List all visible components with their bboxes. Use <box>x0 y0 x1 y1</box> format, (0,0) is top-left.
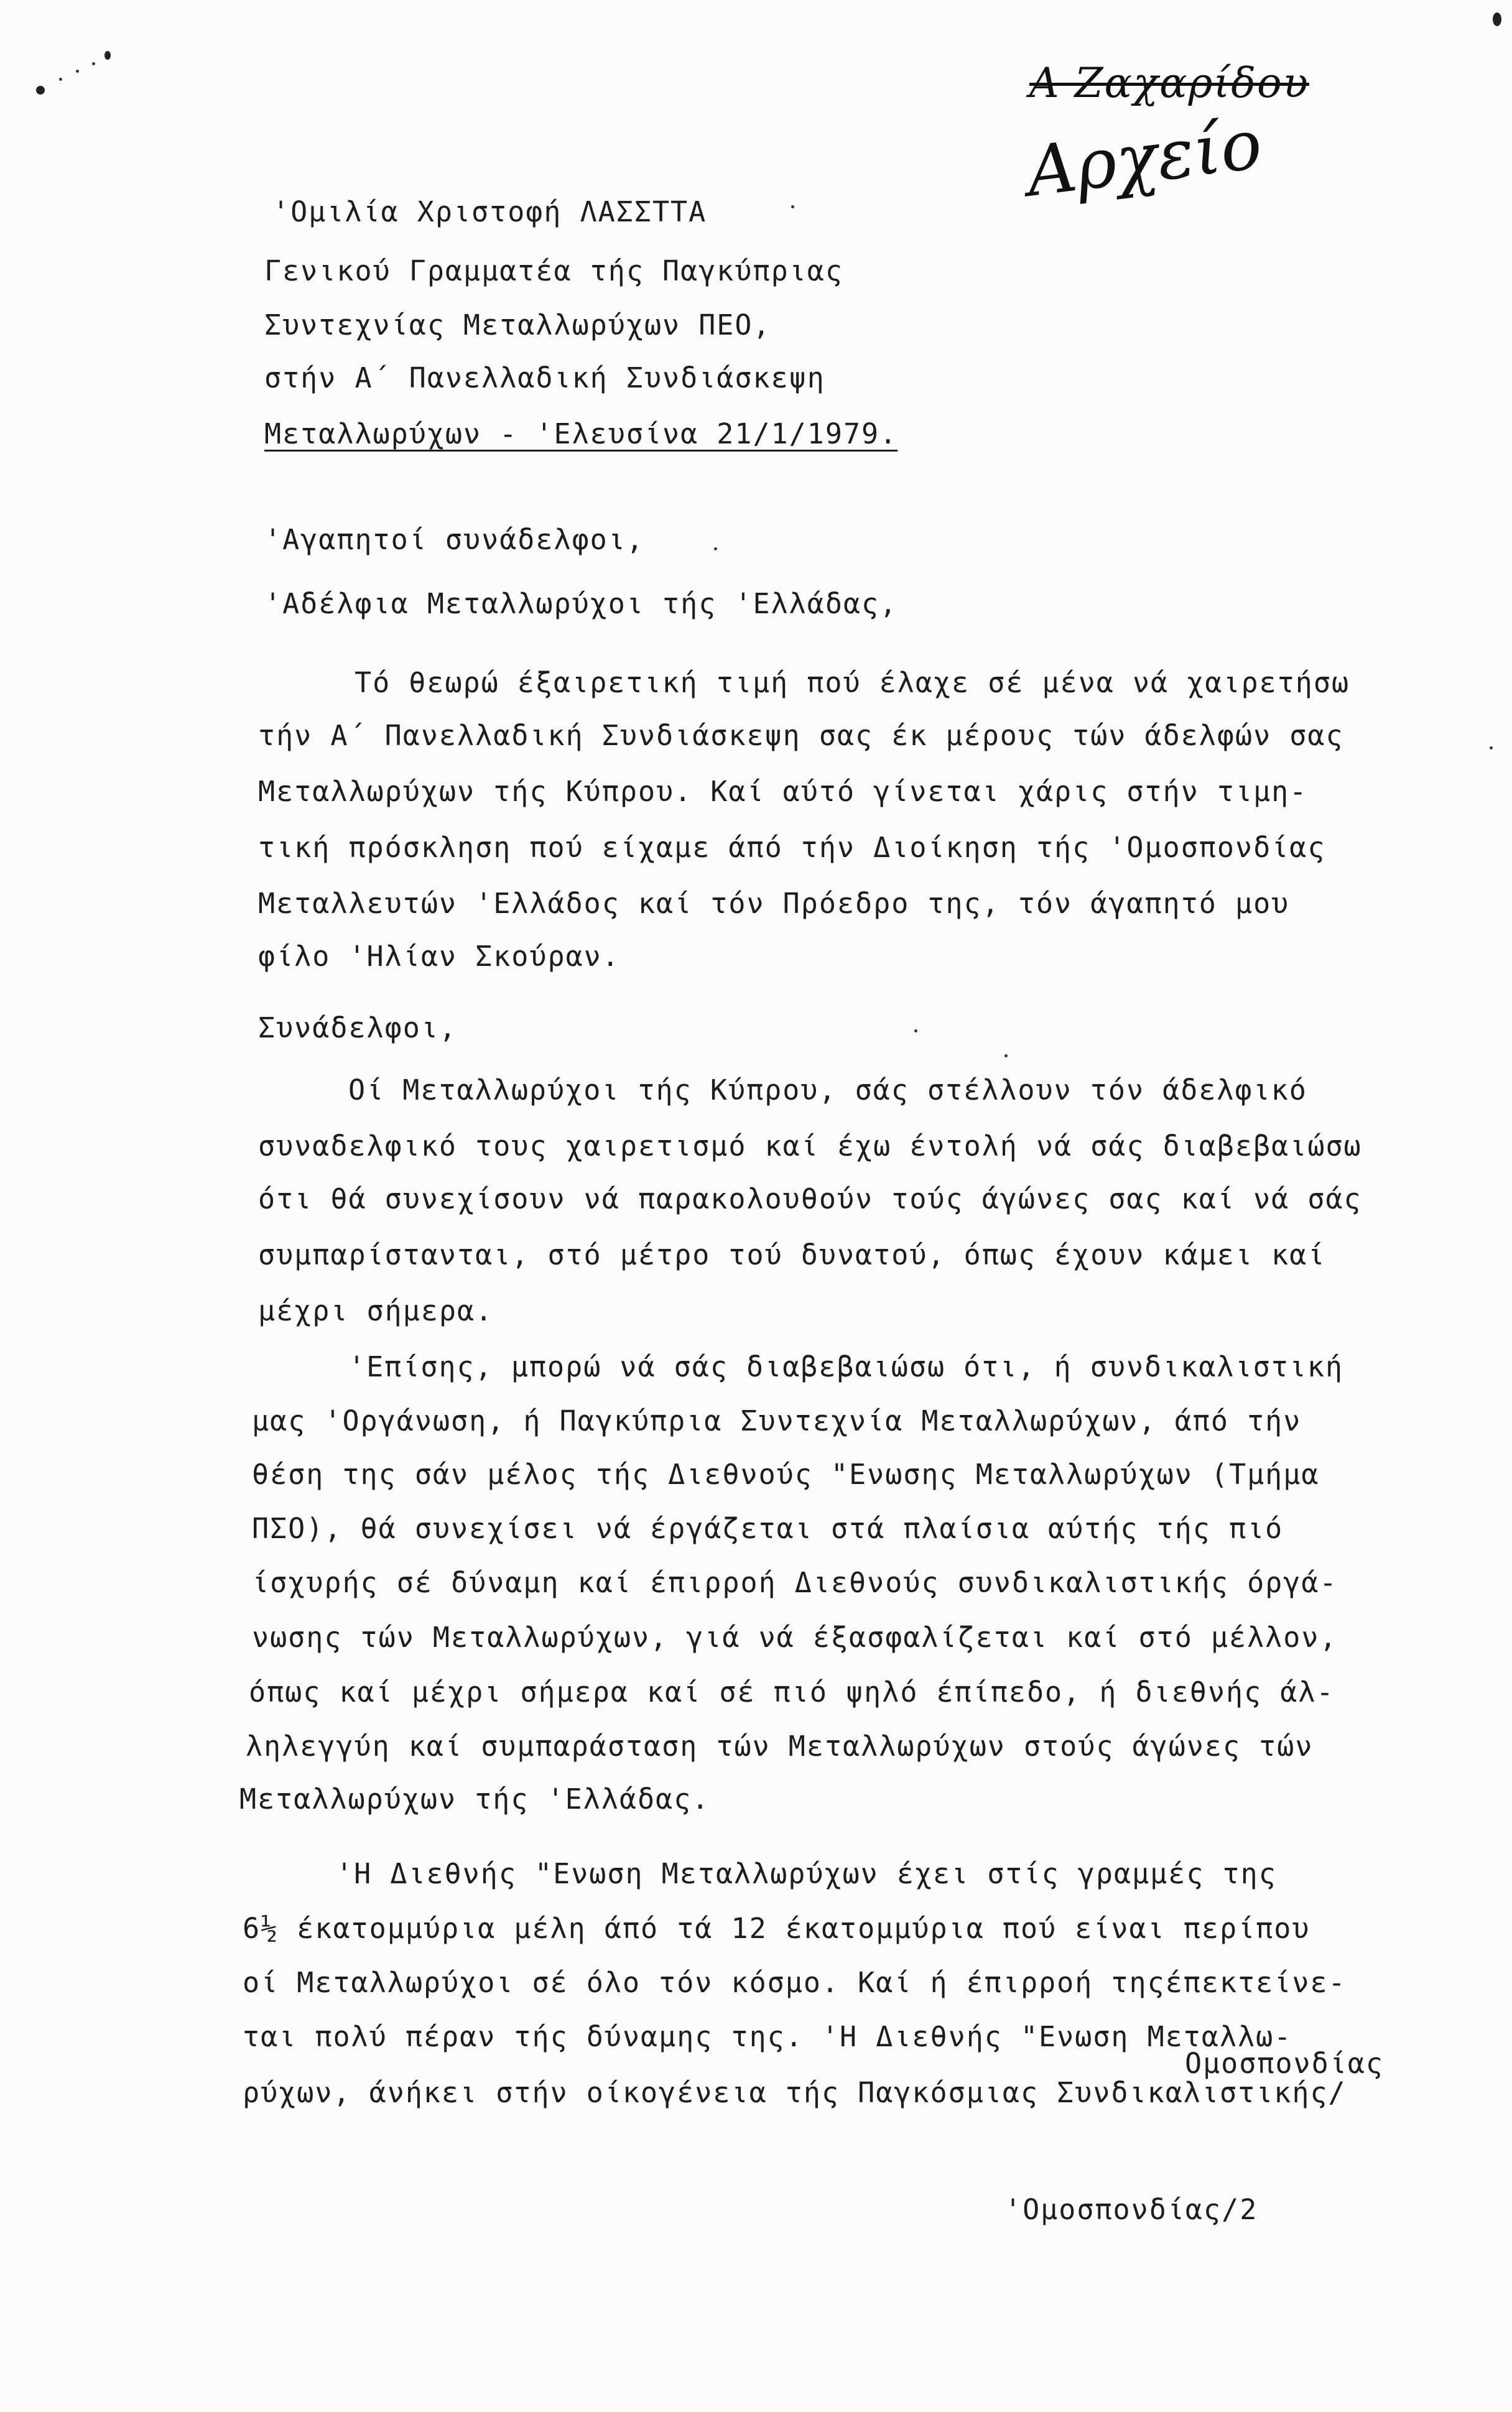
salutation-line: 'Αγαπητοί συνάδελφοι, <box>264 523 644 556</box>
body-line: ίσχυρής σέ δύναμη καί έπιρροή Διεθνούς συνδικαλιστικής όργά- <box>252 1566 1338 1599</box>
punch-mark <box>1493 12 1501 26</box>
body-line: 6½ έκατομμύρια μέλη άπό τά 12 έκατομμύρια πού είναι περίπου <box>243 1912 1310 1945</box>
heading-line: στήν Α΄ Πανελλαδική Συνδιάσκεψη <box>264 361 825 394</box>
body-line: τήν Α΄ Πανελλαδική Συνδιάσκεψη σας έκ μέρους τών άδελφών σας <box>258 719 1344 752</box>
body-line: μας 'Οργάνωση, ή Παγκύπρια Συντεχνία Μεταλλωρύχων, άπό τήν <box>252 1404 1302 1437</box>
body-line: Μεταλλωρύχων τής 'Ελλάδας. <box>239 1783 710 1816</box>
speck <box>92 62 95 65</box>
body-line: Μεταλλωρύχων τής Κύπρου. Καί αύτό γίνεται χάρις στήν τιμη- <box>258 775 1308 808</box>
speck <box>59 78 62 81</box>
handwritten-crossed-out-note: Α Ζαχαρίδου <box>1029 59 1309 107</box>
punch-mark <box>36 86 45 95</box>
body-line: ΠΣΟ), θά συνεχίσει νά έργάζεται στά πλαίσια αύτής τής πιό <box>252 1512 1284 1545</box>
speck <box>1004 1054 1008 1057</box>
body-line: ται πολύ πέραν τής δύναμης της. 'Η Διεθνής "Ενωση Μεταλλω- <box>243 2020 1292 2053</box>
body-line: συμπαρίστανται, στό μέτρο τού δυνατού, όπως έχουν κάμει καί <box>258 1238 1326 1271</box>
body-line: ρύχων, άνήκει στήν οίκογένεια τής Παγκόσμιας Συνδικαλιστικής/ <box>243 2076 1347 2109</box>
speck <box>791 205 794 208</box>
body-line: ότι θά συνεχίσουν νά παρακολουθούν τούς άγώνες σας καί νά σάς <box>258 1182 1362 1215</box>
body-line: 'Επίσης, μπορώ νά σάς διαβεβαιώσω ότι, ή συνδικαλιστική <box>348 1350 1344 1383</box>
body-line: Συνάδελφοι, <box>258 1011 458 1044</box>
punch-mark <box>104 51 111 60</box>
body-line: φίλο 'Ηλίαν Σκούραν. <box>258 940 620 973</box>
body-line: θέση της σάν μέλος τής Διεθνούς "Ενωσης Μεταλλωρύχων (Τμήμα <box>252 1458 1320 1491</box>
interlinear-insert: Ομοσπονδίας <box>1185 2047 1384 2080</box>
body-line: νωσης τών Μεταλλωρύχων, γιά νά έξασφαλίζεται καί στό μέλλον, <box>252 1621 1338 1654</box>
heading-line: Μεταλλωρύχων - 'Ελευσίνα 21/1/1979. <box>264 417 898 450</box>
salutation-line: 'Αδέλφια Μεταλλωρύχοι τής 'Ελλάδας, <box>264 587 898 620</box>
body-line: μέχρι σήμερα. <box>258 1294 494 1327</box>
body-line: οί Μεταλλωρύχοι σέ όλο τόν κόσμο. Καί ή έπιρροή τηςέπεκτείνε- <box>243 1966 1347 1999</box>
body-line: Οί Μεταλλωρύχοι τής Κύπρου, σάς στέλλουν τόν άδελφικό <box>348 1074 1307 1106</box>
body-line: τική πρόσκληση πού είχαμε άπό τήν Διοίκηση τής 'Ομοσπονδίας <box>258 831 1326 864</box>
body-line: συναδελφικό τους χαιρετισμό καί έχω έντολή νά σάς διαβεβαιώσω <box>258 1129 1362 1162</box>
body-line: Τό θεωρώ έξαιρετική τιμή πού έλαχε σέ μένα νά χαιρετήσω <box>355 666 1350 699</box>
speck <box>76 70 79 73</box>
heading-line: Γενικού Γραμματέα τής Παγκύπριας <box>264 254 843 287</box>
footer-catchword: 'Ομοσπονδίας/2 <box>1004 2193 1258 2226</box>
speck <box>714 547 717 550</box>
body-line: Μεταλλευτών 'Ελλάδος καί τόν Πρόεδρο της, τόν άγαπητό μου <box>258 887 1290 920</box>
body-line: 'Η Διεθνής "Ενωση Μεταλλωρύχων έχει στίς γραμμές της <box>336 1857 1277 1890</box>
heading-line: Συντεχνίας Μεταλλωρύχων ΠΕΟ, <box>264 308 771 341</box>
heading-line: 'Ομιλία Χριστοφή ΛΑΣΣΤΤΑ <box>272 195 707 228</box>
speck <box>914 1029 917 1032</box>
body-line: όπως καί μέχρι σήμερα καί σέ πιό ψηλό έπίπεδο, ή διεθνής άλ- <box>249 1676 1335 1709</box>
handwritten-archive-note: Αρχείο <box>1022 104 1266 212</box>
speck <box>1490 746 1493 749</box>
body-line: ληλεγγύη καί συμπαράσταση τών Μεταλλωρύχων στούς άγώνες τών <box>246 1730 1314 1763</box>
